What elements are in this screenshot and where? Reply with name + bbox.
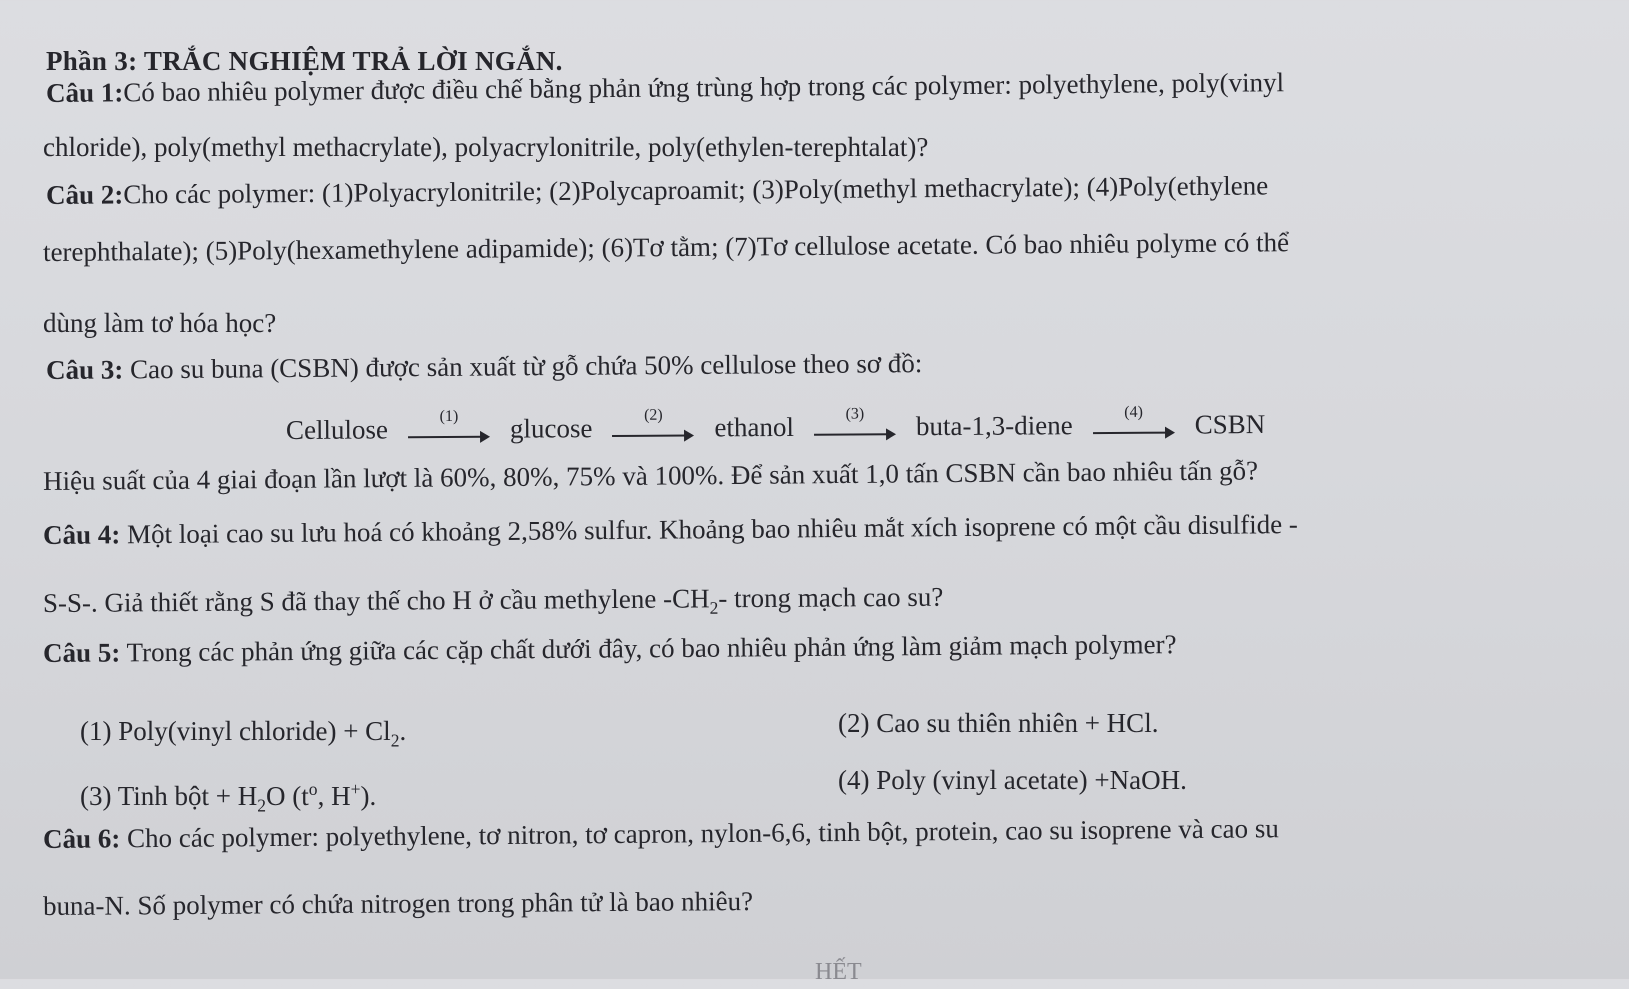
subscript: 2 xyxy=(709,597,719,618)
arrow-head-icon xyxy=(480,431,490,443)
question-6-line-2: buna-N. Số polymer có chứa nitrogen trong phân tử là bao nhiêu? xyxy=(42,886,754,921)
arrow-head-icon xyxy=(1165,427,1175,439)
question-2-line-3: dùng làm tơ hóa học? xyxy=(43,308,277,338)
question-5-text-1: Trong các phản ứng giữa các cặp chất dưới đây, có bao nhiêu phản ứng làm giảm mạch polymer? xyxy=(126,629,1177,668)
question-3-label: Câu 3: xyxy=(45,354,124,385)
reaction-arrow-2 xyxy=(612,406,694,446)
option-3-text-b: O (t xyxy=(266,781,309,811)
superscript: + xyxy=(350,779,361,799)
option-3-text-d: ). xyxy=(360,781,377,811)
option-3-text-c: , H xyxy=(317,781,351,811)
question-2-text-1: Cho các polymer: (1)Polyacrylonitrile; (2)Polycaproamit; (3)Poly(methyl methacrylate); (4)Poly(ethylene xyxy=(123,170,1269,210)
question-4-label: Câu 4: xyxy=(42,519,121,550)
question-5-line-1 xyxy=(43,627,1177,670)
scheme-species-cellulose: Cellulose xyxy=(285,414,389,445)
superscript: o xyxy=(308,779,318,799)
question-1-line-2: chloride), poly(methyl methacrylate), polyacrylonitrile, poly(ethylen-terephtalat)? xyxy=(43,132,929,162)
question-3-text-1: Cao su buna (CSBN) được sản xuất từ gỗ chứa 50% cellulose theo sơ đồ: xyxy=(129,348,923,385)
section-heading: Phần 3: TRẮC NGHIỆM TRẢ LỜI NGẮN. xyxy=(46,46,563,76)
option-3-text-a: (3) Tinh bột + H xyxy=(80,781,258,811)
question-1-label: Câu 1: xyxy=(45,77,124,108)
arrow-label-1: (1) xyxy=(439,407,459,426)
subscript: 2 xyxy=(390,730,400,751)
arrow-label-3: (3) xyxy=(845,405,865,423)
scheme-species-butadiene: buta-1,3-diene xyxy=(915,410,1073,442)
question-4-text-1: Một loại cao su lưu hoá có khoảng 2,58% sulfur. Khoảng bao nhiêu mắt xích isoprene có một cầu disulfide - xyxy=(126,509,1298,550)
question-3-line-1 xyxy=(46,346,923,387)
reaction-scheme xyxy=(285,403,1266,447)
question-5-option-3 xyxy=(80,772,376,822)
question-5-option-1 xyxy=(80,714,406,757)
question-5-label: Câu 5: xyxy=(42,637,121,668)
question-6-text-1: Cho các polymer: polyethylene, tơ nitron, tơ capron, nylon-6,6, tinh bột, protein, cao su isoprene và cao su xyxy=(126,813,1279,854)
arrow-head-icon xyxy=(886,428,896,440)
arrow-label-4: (4) xyxy=(1124,403,1143,421)
question-4-text-2a: S-S-. Giả thiết rằng S đã thay thế cho H ở cầu methylene -CH xyxy=(42,583,710,618)
question-1-text-1: Có bao nhiêu polymer được điều chế bằng phản ứng trùng hợp trong các polymer: polyethylene, poly(vinyl xyxy=(123,67,1285,108)
scheme-species-csbn: CSBN xyxy=(1194,409,1266,440)
question-2-line-1 xyxy=(46,168,1268,212)
reaction-arrow-3 xyxy=(814,405,896,444)
option-1-text-b: . xyxy=(399,716,407,746)
question-2-label: Câu 2: xyxy=(45,179,124,210)
scheme-species-ethanol: ethanol xyxy=(714,411,795,443)
scheme-species-glucose: glucose xyxy=(509,413,593,444)
question-6-label: Câu 6: xyxy=(42,823,121,854)
question-5-option-4: (4) Poly (vinyl acetate) +NaOH. xyxy=(838,765,1187,795)
end-marker: HẾT xyxy=(815,959,862,985)
arrow-head-icon xyxy=(684,430,694,442)
arrow-label-2: (2) xyxy=(644,406,663,424)
question-5-option-2: (2) Cao su thiên nhiên + HCl. xyxy=(838,708,1159,738)
question-4-line-1 xyxy=(43,507,1298,552)
subscript: 2 xyxy=(257,795,267,816)
question-4-line-2 xyxy=(43,580,944,630)
question-4-text-2b: - trong mạch cao su? xyxy=(718,581,944,614)
question-2-line-2: terephthalate); (5)Poly(hexamethylene adipamide); (6)Tơ tằm; (7)Tơ cellulose acetate. Có bao nhiêu polyme có thể xyxy=(42,227,1290,267)
reaction-arrow-1 xyxy=(408,407,490,447)
reaction-arrow-4 xyxy=(1093,403,1175,443)
question-3-line-2: Hiệu suất của 4 giai đoạn lần lượt là 60%, 80%, 75% và 100%. Để sản xuất 1,0 tấn CSBN cần bao nhiêu tấn gỗ? xyxy=(42,455,1259,496)
option-1-text-a: (1) Poly(vinyl chloride) + Cl xyxy=(80,716,391,746)
